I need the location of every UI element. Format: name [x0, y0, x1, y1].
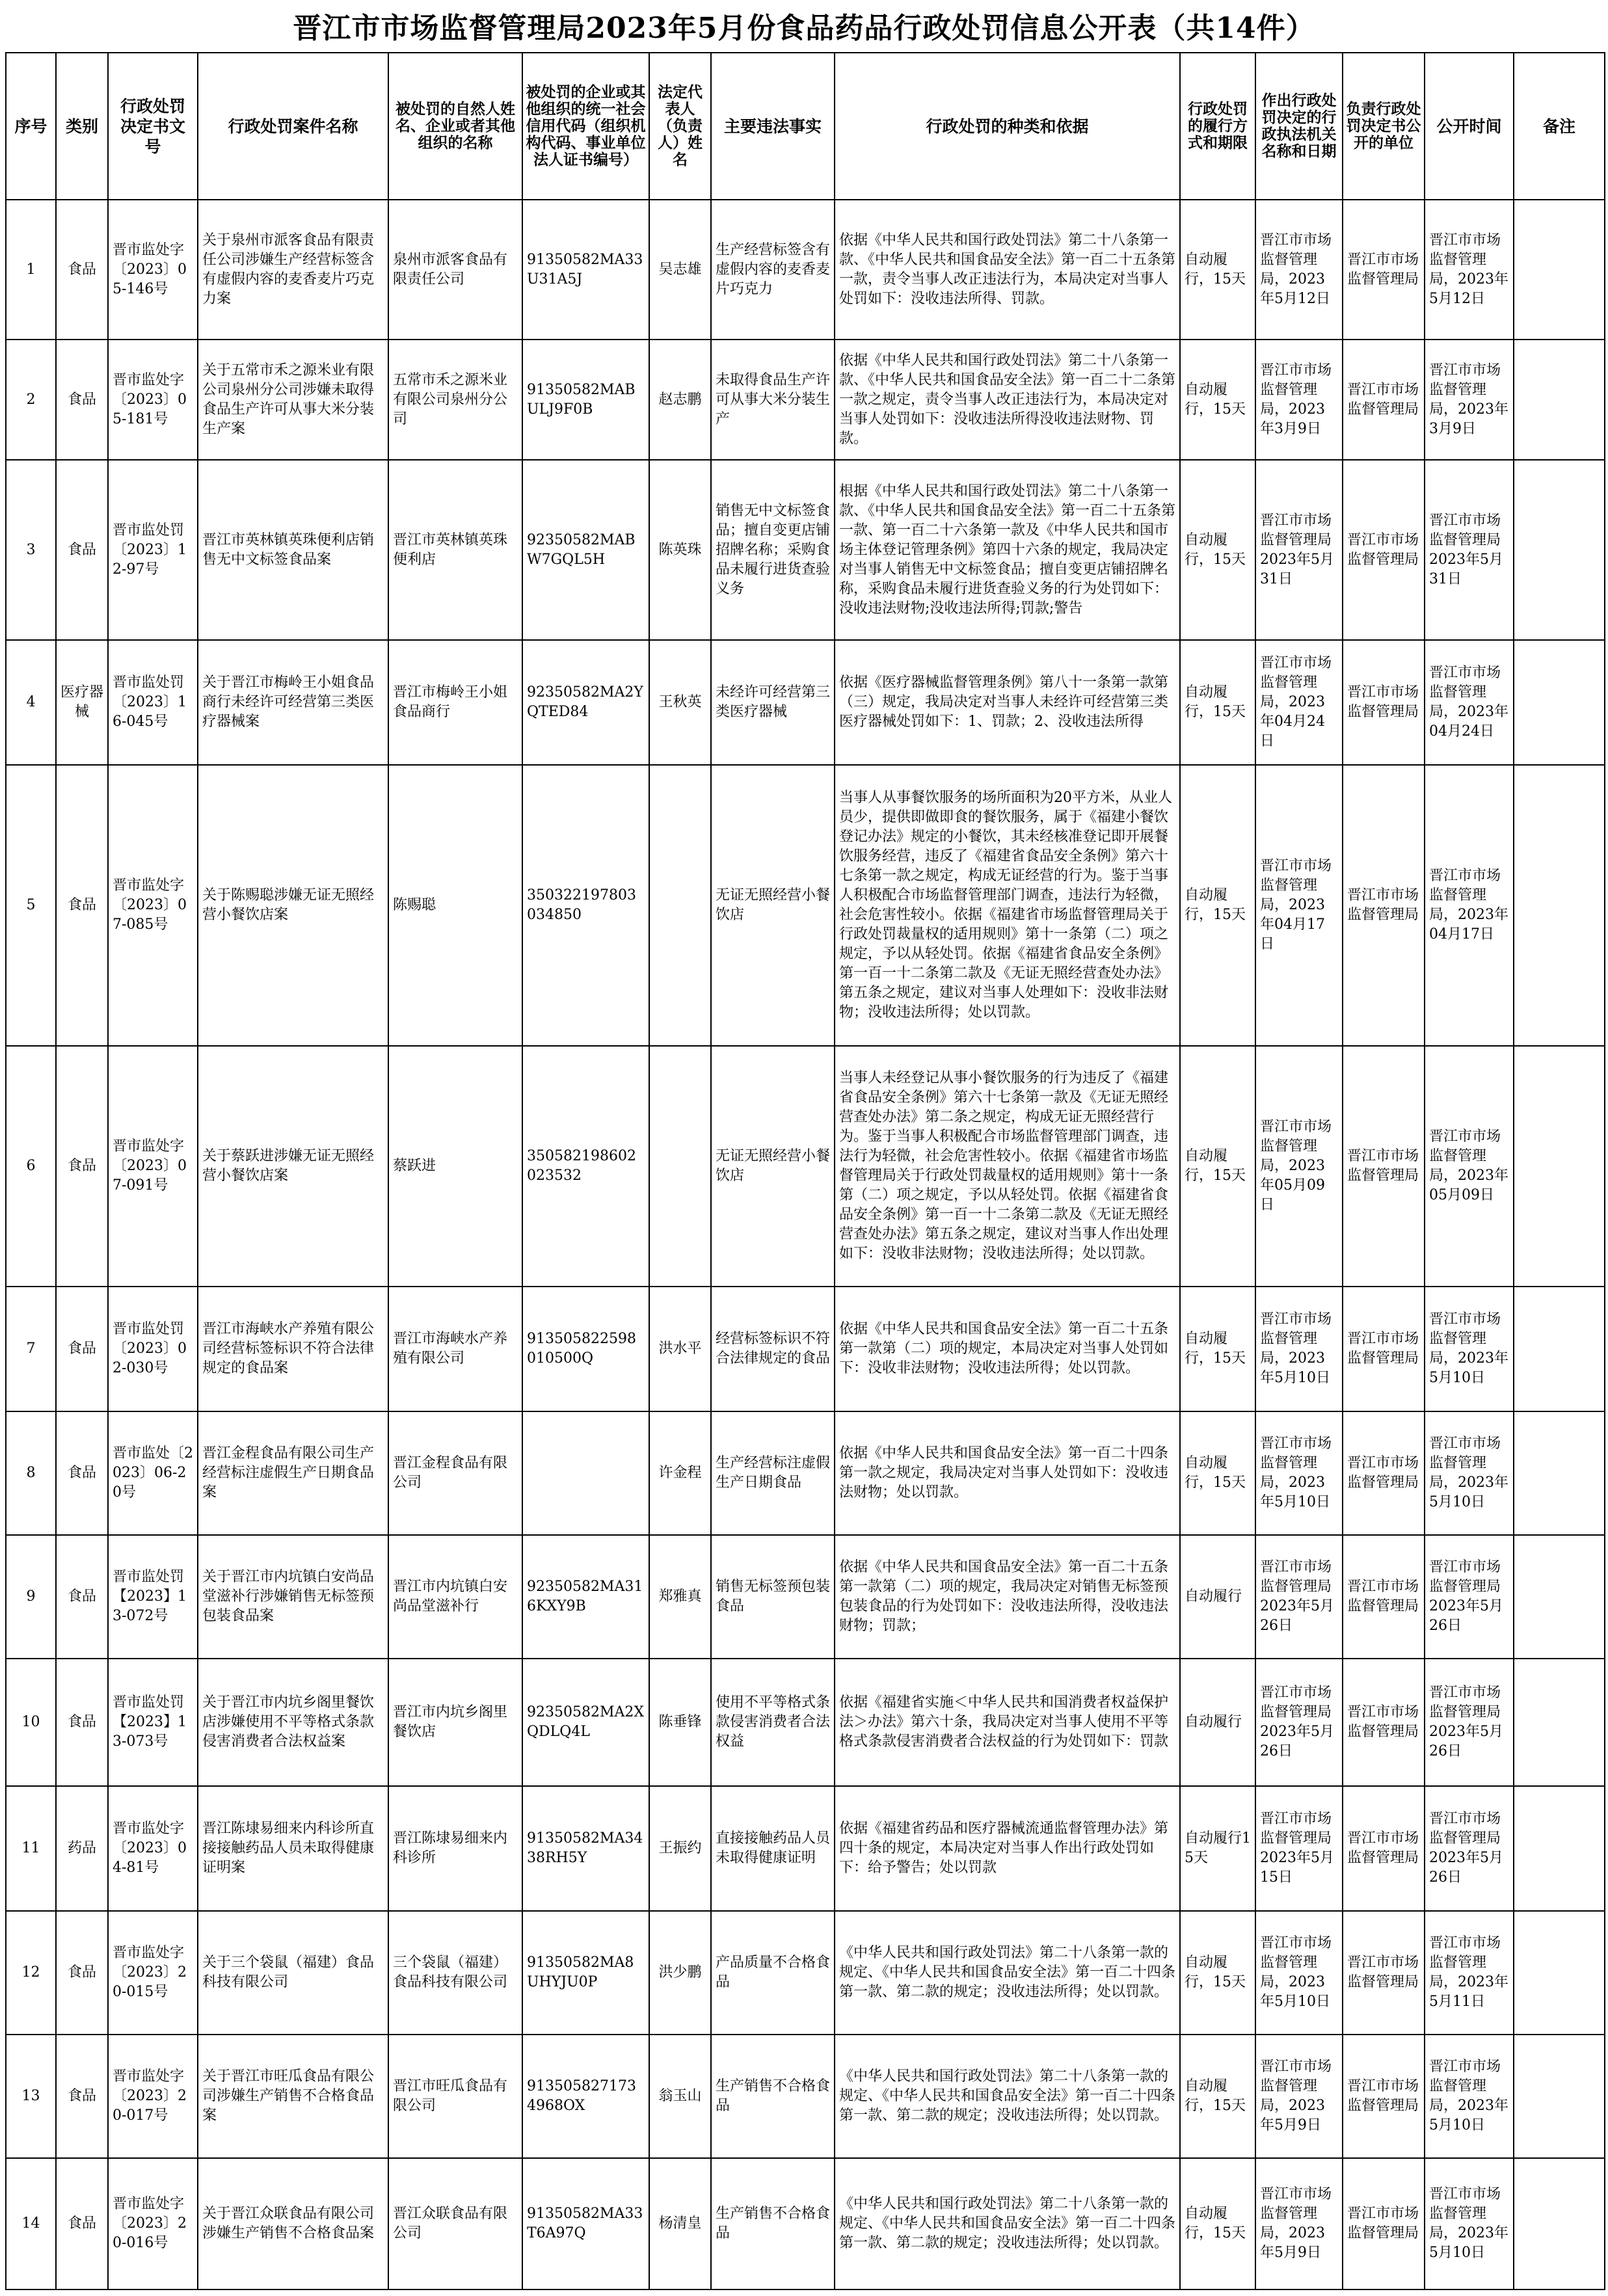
performance-method: 自动履行15天: [1180, 1786, 1255, 1911]
table-row: [6, 1287, 1605, 1411]
row-number: 1: [6, 200, 56, 340]
decision-number: 晋市监处字〔2023〕20-015号: [108, 1911, 198, 2035]
decision-number: 晋市监处罚【2023】13-072号: [108, 1535, 198, 1659]
performance-method: 自动履行，15天: [1180, 460, 1255, 640]
remarks: [1514, 1911, 1605, 2035]
header-cell: 主要违法事实: [711, 53, 835, 200]
legal-representative: 郑雅真: [649, 1535, 711, 1659]
penalty-basis: 依据《福建省实施＜中华人民共和国消费者权益保护法＞办法》第六十条，我局决定对当事人使用不平等格式条款侵害消费者合法权益的行为处罚如下：罚款: [835, 1659, 1180, 1786]
decision-number: 晋市监处字〔2023〕20-016号: [108, 2158, 198, 2289]
enforcing-authority: 晋江市市场监督管理局，2023年5月9日: [1255, 2035, 1343, 2158]
penalty-basis: 依据《福建省药品和医疗器械流通监督管理办法》第四十条的规定，本局决定对当事人作出行政处罚如下：给予警告；处以罚款: [835, 1786, 1180, 1911]
violation-fact: 销售无中文标签食品；擅自变更店铺招牌名称；采购食品未履行进货查验义务: [711, 460, 835, 640]
category: 食品: [56, 460, 108, 640]
category: 食品: [56, 340, 108, 460]
credit-code: 91350582MA3438RH5Y: [522, 1786, 649, 1911]
publish-time: 晋江市市场监督管理局，2023年04月17日: [1425, 765, 1514, 1046]
publish-time: 晋江市市场监督管理局2023年5月26日: [1425, 1659, 1514, 1786]
category: 食品: [56, 1659, 108, 1786]
credit-code: 91350582MA8UHYJU0P: [522, 1911, 649, 2035]
table-row: [6, 1411, 1605, 1535]
category: 食品: [56, 1046, 108, 1287]
header-cell: 被处罚的企业或其他组织的统一社会信用代码（组织机构代码、事业单位法人证书编号）: [522, 53, 649, 200]
header-cell: 行政处罚案件名称: [198, 53, 388, 200]
party-name: 晋江市梅岭王小姐食品商行: [388, 640, 522, 765]
legal-representative: 王振约: [649, 1786, 711, 1911]
decision-number: 晋市监处字〔2023〕07-085号: [108, 765, 198, 1046]
remarks: [1514, 1659, 1605, 1786]
legal-representative: 陈英珠: [649, 460, 711, 640]
performance-method: 自动履行: [1180, 1535, 1255, 1659]
enforcing-authority: 晋江市市场监督管理局2023年5月26日: [1255, 1535, 1343, 1659]
credit-code: 350322197803034850: [522, 765, 649, 1046]
category: 食品: [56, 765, 108, 1046]
violation-fact: 未取得食品生产许可从事大米分装生产: [711, 340, 835, 460]
header-cell: 行政处罚的种类和依据: [835, 53, 1180, 200]
header-cell: 类别: [56, 53, 108, 200]
penalty-table: [5, 52, 1605, 2290]
category: 食品: [56, 1411, 108, 1535]
credit-code: 91350582MABULJ9F0B: [522, 340, 649, 460]
table-row: [6, 1786, 1605, 1911]
performance-method: 自动履行，15天: [1180, 1046, 1255, 1287]
remarks: [1514, 340, 1605, 460]
legal-representative: 王秋英: [649, 640, 711, 765]
header-cell: 被处罚的自然人姓名、企业或者其他组织的名称: [388, 53, 522, 200]
decision-number: 晋市监处字〔2023〕20-017号: [108, 2035, 198, 2158]
legal-representative: 洪水平: [649, 1287, 711, 1411]
row-number: 7: [6, 1287, 56, 1411]
publish-time: 晋江市市场监督管理局，2023年5月11日: [1425, 1911, 1514, 2035]
header-cell: 序号: [6, 53, 56, 200]
credit-code: 92350582MABW7GQL5H: [522, 460, 649, 640]
penalty-basis: 依据《中华人民共和国行政处罚法》第二十八条第一款、《中华人民共和国食品安全法》第一百二十五条第一款，责令当事人改正违法行为，本局决定对当事人处罚如下：没收违法所得、罚款。: [835, 200, 1180, 340]
performance-method: 自动履行，15天: [1180, 340, 1255, 460]
row-number: 8: [6, 1411, 56, 1535]
violation-fact: 生产经营标签含有虚假内容的麦香麦片巧克力: [711, 200, 835, 340]
publishing-unit: 晋江市市场监督管理局: [1343, 1659, 1425, 1786]
header-cell: 行政处罚的履行方式和期限: [1180, 53, 1255, 200]
penalty-basis: 依据《中华人民共和国行政处罚法》第二十八条第一款、《中华人民共和国食品安全法》第一百二十二条第一款之规定，责令当事人改正违法行为，本局决定对当事人处罚如下：没收违法所得没收违法财物、罚款。: [835, 340, 1180, 460]
header-cell: 公开时间: [1425, 53, 1514, 200]
publish-time: 晋江市市场监督管理局，2023年05月09日: [1425, 1046, 1514, 1287]
performance-method: 自动履行，15天: [1180, 2035, 1255, 2158]
penalty-basis: 根据《中华人民共和国行政处罚法》第二十八条第一款、《中华人民共和国食品安全法》第一百二十五条第一款、第一百二十六条第一款及《中华人民共和国市场主体登记管理条例》第四十六条的规定，我局决定对当事人销售无中文标签食品；擅自变更店铺招牌名称，采购食品未履行进货查验义务的行为处罚如下：没收违法财物;没收违法所得;罚款;警告: [835, 460, 1180, 640]
party-name: 晋江陈埭易细来内科诊所: [388, 1786, 522, 1911]
decision-number: 晋市监处字〔2023〕07-091号: [108, 1046, 198, 1287]
publish-time: 晋江市市场监督管理局2023年5月26日: [1425, 1535, 1514, 1659]
legal-representative: 翁玉山: [649, 2035, 711, 2158]
case-name: 关于泉州市派客食品有限责任公司涉嫌生产经营标签含有虚假内容的麦香麦片巧克力案: [198, 200, 388, 340]
legal-representative: 杨清皇: [649, 2158, 711, 2289]
enforcing-authority: 晋江市市场监督管理局2023年5月31日: [1255, 460, 1343, 640]
legal-representative: 赵志鹏: [649, 340, 711, 460]
publishing-unit: 晋江市市场监督管理局: [1343, 765, 1425, 1046]
publish-time: 晋江市市场监督管理局，2023年5月10日: [1425, 1287, 1514, 1411]
publish-time: 晋江市市场监督管理局，2023年5月12日: [1425, 200, 1514, 340]
credit-code: 91350582MA33T6A97Q: [522, 2158, 649, 2289]
publishing-unit: 晋江市市场监督管理局: [1343, 340, 1425, 460]
violation-fact: 使用不平等格式条款侵害消费者合法权益: [711, 1659, 835, 1786]
row-number: 5: [6, 765, 56, 1046]
row-number: 12: [6, 1911, 56, 2035]
credit-code: 92350582MA2YQTED84: [522, 640, 649, 765]
performance-method: 自动履行，15天: [1180, 200, 1255, 340]
publishing-unit: 晋江市市场监督管理局: [1343, 200, 1425, 340]
enforcing-authority: 晋江市市场监督管理局，2023年3月9日: [1255, 340, 1343, 460]
enforcing-authority: 晋江市市场监督管理局，2023年5月9日: [1255, 2158, 1343, 2289]
party-name: 泉州市派客食品有限责任公司: [388, 200, 522, 340]
enforcing-authority: 晋江市市场监督管理局，2023年04月17日: [1255, 765, 1343, 1046]
table-row: [6, 1046, 1605, 1287]
remarks: [1514, 1411, 1605, 1535]
penalty-basis: 依据《医疗器械监督管理条例》第八十一条第一款第（三）规定，我局决定对当事人未经许可经营第三类医疗器械处罚如下：1、罚款；2、没收违法所得: [835, 640, 1180, 765]
case-name: 关于晋江市内坑镇白安尚品堂滋补行涉嫌销售无标签预包装食品案: [198, 1535, 388, 1659]
category: 食品: [56, 2035, 108, 2158]
violation-fact: 产品质量不合格食品: [711, 1911, 835, 2035]
table-row: [6, 640, 1605, 765]
performance-method: 自动履行: [1180, 1659, 1255, 1786]
case-name: 关于蔡跃进涉嫌无证无照经营小餐饮店案: [198, 1046, 388, 1287]
enforcing-authority: 晋江市市场监督管理局，2023年5月10日: [1255, 1411, 1343, 1535]
publish-time: 晋江市市场监督管理局，2023年5月10日: [1425, 2035, 1514, 2158]
table-row: [6, 2035, 1605, 2158]
header-cell: 法定代表人（负责人）姓名: [649, 53, 711, 200]
violation-fact: 无证无照经营小餐饮店: [711, 765, 835, 1046]
publishing-unit: 晋江市市场监督管理局: [1343, 2158, 1425, 2289]
remarks: [1514, 2035, 1605, 2158]
party-name: 蔡跃进: [388, 1046, 522, 1287]
case-name: 关于陈赐聪涉嫌无证无照经营小餐饮店案: [198, 765, 388, 1046]
publishing-unit: 晋江市市场监督管理局: [1343, 640, 1425, 765]
remarks: [1514, 1046, 1605, 1287]
publishing-unit: 晋江市市场监督管理局: [1343, 1046, 1425, 1287]
decision-number: 晋市监处字〔2023〕04-81号: [108, 1786, 198, 1911]
violation-fact: 生产销售不合格食品: [711, 2035, 835, 2158]
publishing-unit: 晋江市市场监督管理局: [1343, 1786, 1425, 1911]
publishing-unit: 晋江市市场监督管理局: [1343, 1535, 1425, 1659]
credit-code: 92350582MA316KXY9B: [522, 1535, 649, 1659]
category: 医疗器械: [56, 640, 108, 765]
case-name: 晋江金程食品有限公司生产经营标注虚假生产日期食品案: [198, 1411, 388, 1535]
performance-method: 自动履行，15天: [1180, 765, 1255, 1046]
category: 药品: [56, 1786, 108, 1911]
table-row: [6, 765, 1605, 1046]
case-name: 晋江市海峡水产养殖有限公司经营标签标识不符合法律规定的食品案: [198, 1287, 388, 1411]
violation-fact: 经营标签标识不符合法律规定的食品: [711, 1287, 835, 1411]
category: 食品: [56, 1911, 108, 2035]
credit-code: 92350582MA2XQDLQ4L: [522, 1659, 649, 1786]
header-cell: 行政处罚决定书文号: [108, 53, 198, 200]
credit-code: 913505822598010500Q: [522, 1287, 649, 1411]
credit-code: 350582198602023532: [522, 1046, 649, 1287]
category: 食品: [56, 200, 108, 340]
enforcing-authority: 晋江市市场监督管理局，2023年05月09日: [1255, 1046, 1343, 1287]
case-name: 关于晋江市梅岭王小姐食品商行未经许可经营第三类医疗器械案: [198, 640, 388, 765]
penalty-basis: 依据《中华人民共和国食品安全法》第一百二十五条第一款第（二）项的规定，本局决定对当事人处罚如下：没收非法财物；没收违法所得；处以罚款。: [835, 1287, 1180, 1411]
header-cell: 作出行政处罚决定的行政执法机关名称和日期: [1255, 53, 1343, 200]
penalty-basis: 依据《中华人民共和国食品安全法》第一百二十五条第一款第（二）项的规定，我局决定对销售无标签预包装食品的行为处罚如下：没收违法所得，没收违法财物；罚款；: [835, 1535, 1180, 1659]
violation-fact: 无证无照经营小餐饮店: [711, 1046, 835, 1287]
table-row: [6, 1535, 1605, 1659]
violation-fact: 生产销售不合格食品: [711, 2158, 835, 2289]
category: 食品: [56, 1535, 108, 1659]
performance-method: 自动履行，15天: [1180, 1287, 1255, 1411]
violation-fact: 生产经营标注虚假生产日期食品: [711, 1411, 835, 1535]
credit-code: 91350582MA33U31A5J: [522, 200, 649, 340]
case-name: 晋江市英林镇英珠便利店销售无中文标签食品案: [198, 460, 388, 640]
decision-number: 晋市监处罚〔2023〕16-045号: [108, 640, 198, 765]
party-name: 晋江市内坑镇白安尚品堂滋补行: [388, 1535, 522, 1659]
remarks: [1514, 1535, 1605, 1659]
party-name: 晋江金程食品有限公司: [388, 1411, 522, 1535]
table-row: [6, 200, 1605, 340]
decision-number: 晋市监处罚〔2023〕12-97号: [108, 460, 198, 640]
case-name: 关于晋江众联食品有限公司涉嫌生产销售不合格食品案: [198, 2158, 388, 2289]
penalty-basis: 《中华人民共和国行政处罚法》第二十八条第一款的规定、《中华人民共和国食品安全法》第一百二十四条第一款、第二款的规定；没收违法所得；处以罚款。: [835, 2035, 1180, 2158]
row-number: 11: [6, 1786, 56, 1911]
party-name: 晋江市内坑乡阁里餐饮店: [388, 1659, 522, 1786]
publish-time: 晋江市市场监督管理局，2023年5月10日: [1425, 1411, 1514, 1535]
category: 食品: [56, 2158, 108, 2289]
row-number: 9: [6, 1535, 56, 1659]
enforcing-authority: 晋江市市场监督管理局，2023年5月10日: [1255, 1911, 1343, 2035]
case-name: 晋江陈埭易细来内科诊所直接接触药品人员未取得健康证明案: [198, 1786, 388, 1911]
row-number: 2: [6, 340, 56, 460]
row-number: 3: [6, 460, 56, 640]
row-number: 14: [6, 2158, 56, 2289]
row-number: 6: [6, 1046, 56, 1287]
enforcing-authority: 晋江市市场监督管理局2023年5月26日: [1255, 1659, 1343, 1786]
decision-number: 晋市监处罚〔2023〕02-030号: [108, 1287, 198, 1411]
credit-code: 9135058271734968OX: [522, 2035, 649, 2158]
case-name: 关于晋江市内坑乡阁里餐饮店涉嫌使用不平等格式条款侵害消费者合法权益案: [198, 1659, 388, 1786]
row-number: 10: [6, 1659, 56, 1786]
party-name: 晋江市旺瓜食品有限公司: [388, 2035, 522, 2158]
publish-time: 晋江市市场监督管理局，2023年3月9日: [1425, 340, 1514, 460]
performance-method: 自动履行，15天: [1180, 1911, 1255, 2035]
violation-fact: 销售无标签预包装食品: [711, 1535, 835, 1659]
decision-number: 晋市监处罚【2023】13-073号: [108, 1659, 198, 1786]
enforcing-authority: 晋江市市场监督管理局2023年5月15日: [1255, 1786, 1343, 1911]
header-row: [6, 53, 1605, 200]
remarks: [1514, 200, 1605, 340]
penalty-basis: 依据《中华人民共和国食品安全法》第一百二十四条第一款之规定，我局决定对当事人处罚如下：没收违法财物；处以罚款。: [835, 1411, 1180, 1535]
penalty-basis: 当事人未经登记从事小餐饮服务的行为违反了《福建省食品安全条例》第六十七条第一款及《无证无照经营查处办法》第二条之规定，构成无证无照经营行为。鉴于当事人积极配合市场监督管理部门调查，违法行为轻微，社会危害性较小。依据《福建省市场监督管理局关于行政处罚裁量权的适用规则》第十一条第（二）项之规定，予以从轻处罚。依据《福建省食品安全条例》第一百一十二条第二款及《无证无照经营查处办法》第五条之规定，建议对当事人作出处理如下：没收非法财物；没收违法所得；处以罚款。: [835, 1046, 1180, 1287]
table-row: [6, 1659, 1605, 1786]
publishing-unit: 晋江市市场监督管理局: [1343, 1411, 1425, 1535]
row-number: 4: [6, 640, 56, 765]
decision-number: 晋市监处〔2023〕06-20号: [108, 1411, 198, 1535]
table-row: [6, 340, 1605, 460]
remarks: [1514, 640, 1605, 765]
legal-representative: 洪少鹏: [649, 1911, 711, 2035]
party-name: 陈赐聪: [388, 765, 522, 1046]
remarks: [1514, 1287, 1605, 1411]
performance-method: 自动履行，15天: [1180, 640, 1255, 765]
legal-representative: [649, 765, 711, 1046]
legal-representative: 许金程: [649, 1411, 711, 1535]
table-row: [6, 460, 1605, 640]
row-number: 13: [6, 2035, 56, 2158]
penalty-basis: 《中华人民共和国行政处罚法》第二十八条第一款的规定、《中华人民共和国食品安全法》第一百二十四条第一款、第二款的规定；没收违法所得；处以罚款。: [835, 2158, 1180, 2289]
decision-number: 晋市监处字〔2023〕05-146号: [108, 200, 198, 340]
publish-time: 晋江市市场监督管理局2023年5月26日: [1425, 1786, 1514, 1911]
party-name: 晋江众联食品有限公司: [388, 2158, 522, 2289]
legal-representative: [649, 1046, 711, 1287]
remarks: [1514, 765, 1605, 1046]
remarks: [1514, 2158, 1605, 2289]
case-name: 关于五常市禾之源米业有限公司泉州分公司涉嫌未取得食品生产许可从事大米分装生产案: [198, 340, 388, 460]
legal-representative: 吴志雄: [649, 200, 711, 340]
publishing-unit: 晋江市市场监督管理局: [1343, 460, 1425, 640]
penalty-basis: 《中华人民共和国行政处罚法》第二十八条第一款的规定、《中华人民共和国食品安全法》第一百二十四条第一款、第二款的规定；没收违法所得；处以罚款。: [835, 1911, 1180, 2035]
violation-fact: 直接接触药品人员未取得健康证明: [711, 1786, 835, 1911]
decision-number: 晋市监处字〔2023〕05-181号: [108, 340, 198, 460]
credit-code: [522, 1411, 649, 1535]
performance-method: 自动履行，15天: [1180, 2158, 1255, 2289]
enforcing-authority: 晋江市市场监督管理局，2023年5月10日: [1255, 1287, 1343, 1411]
case-name: 关于晋江市旺瓜食品有限公司涉嫌生产销售不合格食品案: [198, 2035, 388, 2158]
table-row: [6, 1911, 1605, 2035]
page-title: 晋江市市场监督管理局2023年5月份食品药品行政处罚信息公开表（共14件）: [293, 12, 1315, 45]
violation-fact: 未经许可经营第三类医疗器械: [711, 640, 835, 765]
publish-time: 晋江市市场监督管理局，2023年04月24日: [1425, 640, 1514, 765]
penalty-basis: 当事人从事餐饮服务的场所面积为20平方米，从业人员少，提供即做即食的餐饮服务，属于《福建小餐饮登记办法》规定的小餐饮，其未经核准登记即开展餐饮服务经营，违反了《福建省食品安全条例》第六十七条第一款之规定，构成无证经营的行为。鉴于当事人积极配合市场监督管理部门调查，违法行为轻微，社会危害性较小。依据《福建省市场监督管理局关于行政处罚裁量权的适用规则》第十一条第（二）项之规定，予以从轻处罚。依据《福建省食品安全条例》第一百一十二条第二款及《无证无照经营查处办法》第五条之规定，建议对当事人处理如下：没收非法财物；没收违法所得；处以罚款。: [835, 765, 1180, 1046]
case-name: 关于三个袋鼠（福建）食品科技有限公司: [198, 1911, 388, 2035]
party-name: 五常市禾之源米业有限公司泉州分公司: [388, 340, 522, 460]
header-cell: 备注: [1514, 53, 1605, 200]
party-name: 三个袋鼠（福建）食品科技有限公司: [388, 1911, 522, 2035]
publish-time: 晋江市市场监督管理局2023年5月31日: [1425, 460, 1514, 640]
publishing-unit: 晋江市市场监督管理局: [1343, 2035, 1425, 2158]
header-cell: 负责行政处罚决定书公开的单位: [1343, 53, 1425, 200]
remarks: [1514, 460, 1605, 640]
party-name: 晋江市海峡水产养殖有限公司: [388, 1287, 522, 1411]
legal-representative: 陈垂锋: [649, 1659, 711, 1786]
publish-time: 晋江市市场监督管理局，2023年5月10日: [1425, 2158, 1514, 2289]
performance-method: 自动履行，15天: [1180, 1411, 1255, 1535]
remarks: [1514, 1786, 1605, 1911]
table-row: [6, 2158, 1605, 2289]
publishing-unit: 晋江市市场监督管理局: [1343, 1287, 1425, 1411]
enforcing-authority: 晋江市市场监督管理局，2023年04月24日: [1255, 640, 1343, 765]
publishing-unit: 晋江市市场监督管理局: [1343, 1911, 1425, 2035]
enforcing-authority: 晋江市市场监督管理局，2023年5月12日: [1255, 200, 1343, 340]
party-name: 晋江市英林镇英珠便利店: [388, 460, 522, 640]
category: 食品: [56, 1287, 108, 1411]
